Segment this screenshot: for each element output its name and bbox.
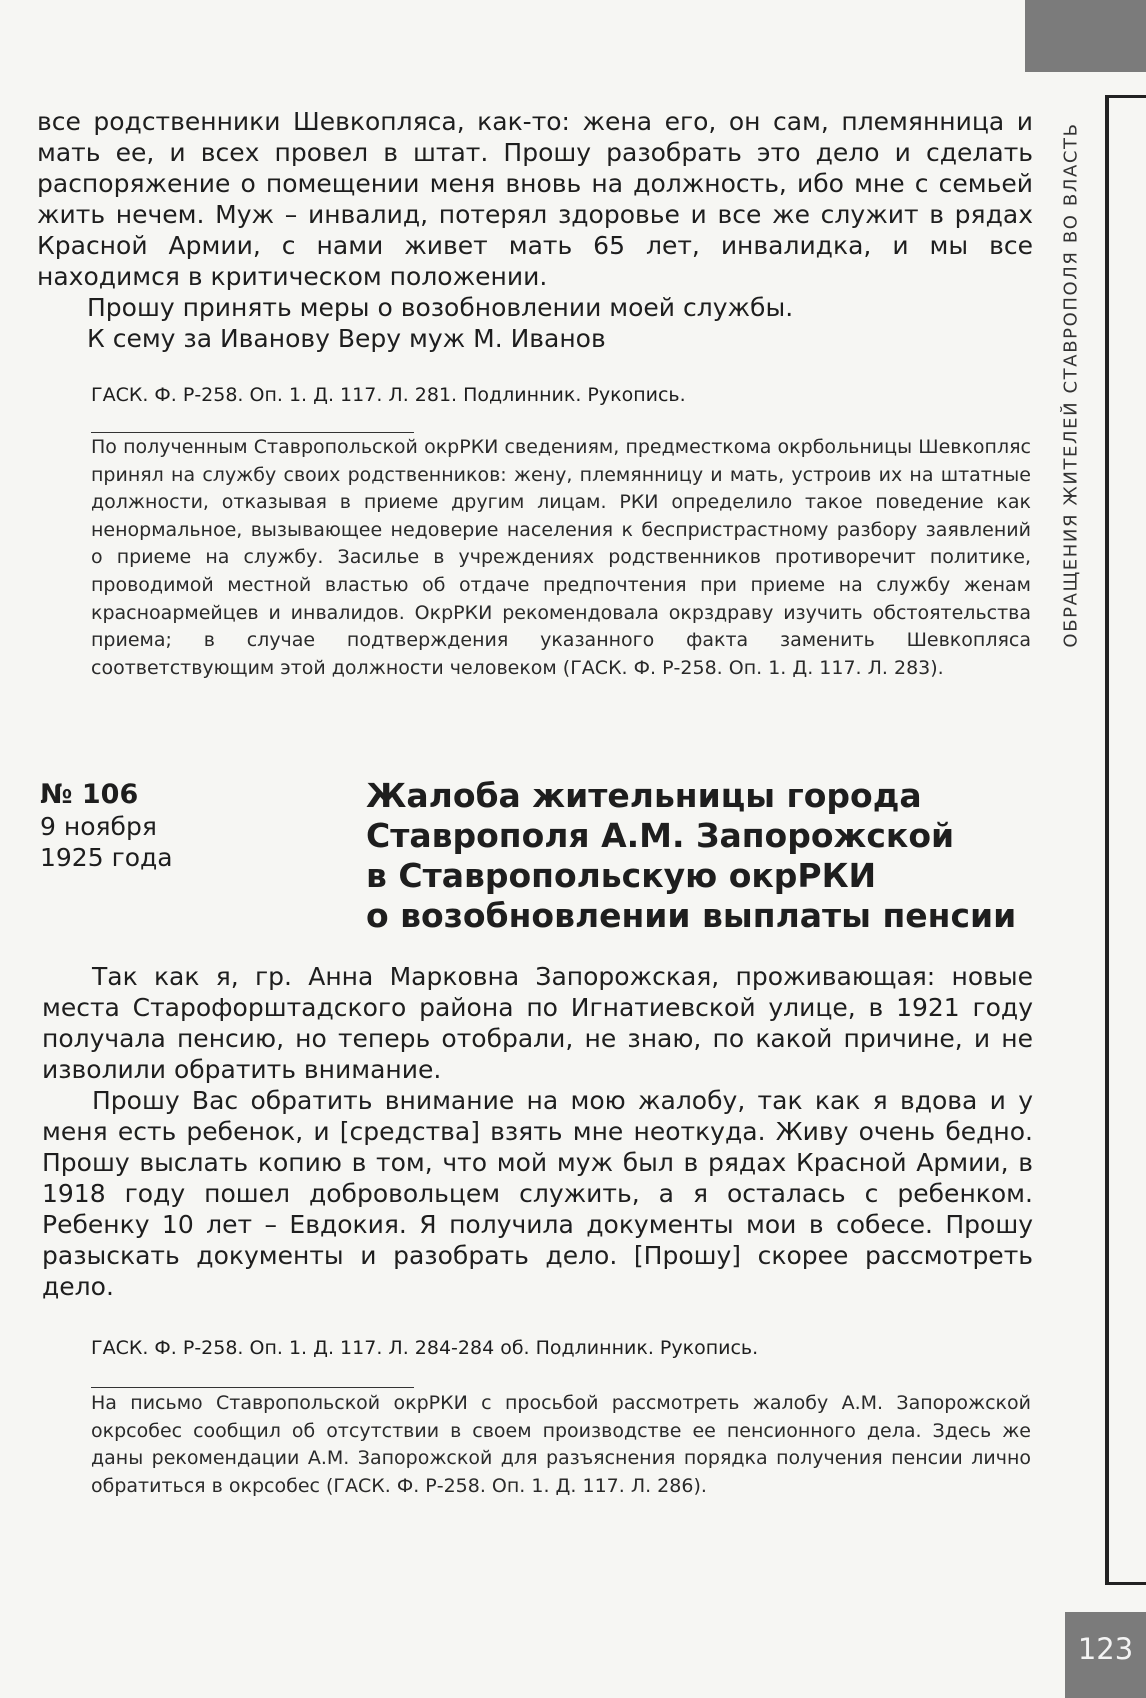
document-paragraph: Прошу Вас обратить внимание на мою жалобу, так как я вдова и у меня есть ребенок, и [средства] взять мне неоткуда. Живу очень бедно. Прошу выслать копию в том, что мой муж был в рядах Красной Армии, в 1918 году пошел добровольцем служить, а я осталась с ребенком. Ребенку 10 лет – Евдокия. Я получила документы мои в собесе. Прошу разыскать документы и разобрать дело. [Прошу] скорее рассмотреть дело.	[42, 1086, 1033, 1301]
footnote-rule	[91, 432, 414, 433]
title-line: Жалоба жительницы города	[366, 776, 922, 815]
document-footnote: На письмо Ставропольской окрРКИ с просьбой рассмотреть жалобу А.М. Запорожской окрсобес сообщил об отсутствии в своем производстве ее пенсионного дела. Здесь же даны рекомендации А.М. Запорожской для разъяснения порядка получения пенсии лично обратиться в окрсобес (ГАСК. Ф. Р-258. Оп. 1. Д. 117. Л. 286).	[91, 1392, 1031, 1497]
prev-doc-footnote: По полученным Ставропольской окрРКИ сведениям, предместкома окрбольницы Шевкопляс принял на службу своих родственников: жену, племянницу и мать, устроив их на штатные должности, отказывая в приеме другим лицам. РКИ определило такое поведение как ненормальное, вызывающее недоверие населения к беспристрастному разбору заявлений о приеме на службу. Засилье в учреждениях родственников противоречит политике, проводимой местной властью об отдаче предпочтения при приеме на службу женам красноармейцев и инвалидов. ОкрРКИ рекомендовала окрздраву изучить обстоятельства приема; в случае подтверждения указанного факта заменить Шевкопляса соответствующим этой должности человеком (ГАСК. Ф. Р-258. Оп. 1. Д. 117. Л. 283).	[91, 436, 1031, 679]
page-number: 123	[1077, 1632, 1134, 1666]
document-source: ГАСК. Ф. Р-258. Оп. 1. Д. 117. Л. 284-284 об. Подлинник. Рукопись.	[91, 1337, 759, 1359]
prev-doc-paragraph: Прошу принять меры о возобновлении моей службы.	[87, 293, 794, 322]
prev-doc-source: ГАСК. Ф. Р-258. Оп. 1. Д. 117. Л. 281. Подлинник. Рукопись.	[91, 384, 686, 406]
document-number: № 106	[40, 779, 139, 810]
title-line: Ставрополя А.М. Запорожской	[366, 816, 955, 855]
document-paragraph: Так как я, гр. Анна Марковна Запорожская, проживающая: новые места Старофорштадского района по Игнатиевской улице, в 1921 году получала пенсию, но теперь отобрали, не знаю, по какой причине, и не изволили обратить внимание.	[42, 962, 1033, 1084]
footnote-rule	[91, 1387, 414, 1388]
document-body	[42, 961, 1033, 1302]
prev-doc-body	[37, 106, 1033, 354]
prev-doc-signature: К сему за Иванову Веру муж М. Иванов	[87, 324, 606, 353]
top-corner-tab	[1025, 0, 1146, 72]
document-header	[40, 778, 310, 873]
side-frame	[1105, 95, 1146, 1585]
document-year: 1925 года	[40, 843, 173, 872]
document-title	[366, 776, 1046, 936]
running-head-text: ОБРАЩЕНИЯ ЖИТЕЛЕЙ СТАВРОПОЛЯ ВО ВЛАСТЬ	[1060, 122, 1082, 648]
document-date: 9 ноября	[40, 812, 157, 841]
title-line: о возобновлении выплаты пенсии	[366, 896, 1017, 935]
prev-doc-paragraph: все родственники Шевкопляса, как-то: жена его, он сам, племянница и мать ее, и всех провел в штат. Прошу разобрать это дело и сделать распоряжение о помещении меня вновь на должность, ибо мне с семьей жить нечем. Муж – инвалид, потерял здоровье и все же служит в рядах Красной Армии, с нами живет мать 65 лет, инвалидка, и мы все находимся в критическом положении.	[37, 107, 1033, 291]
page-number-tab	[1065, 1612, 1146, 1698]
title-line: в Ставропольскую окрРКИ	[366, 856, 877, 895]
